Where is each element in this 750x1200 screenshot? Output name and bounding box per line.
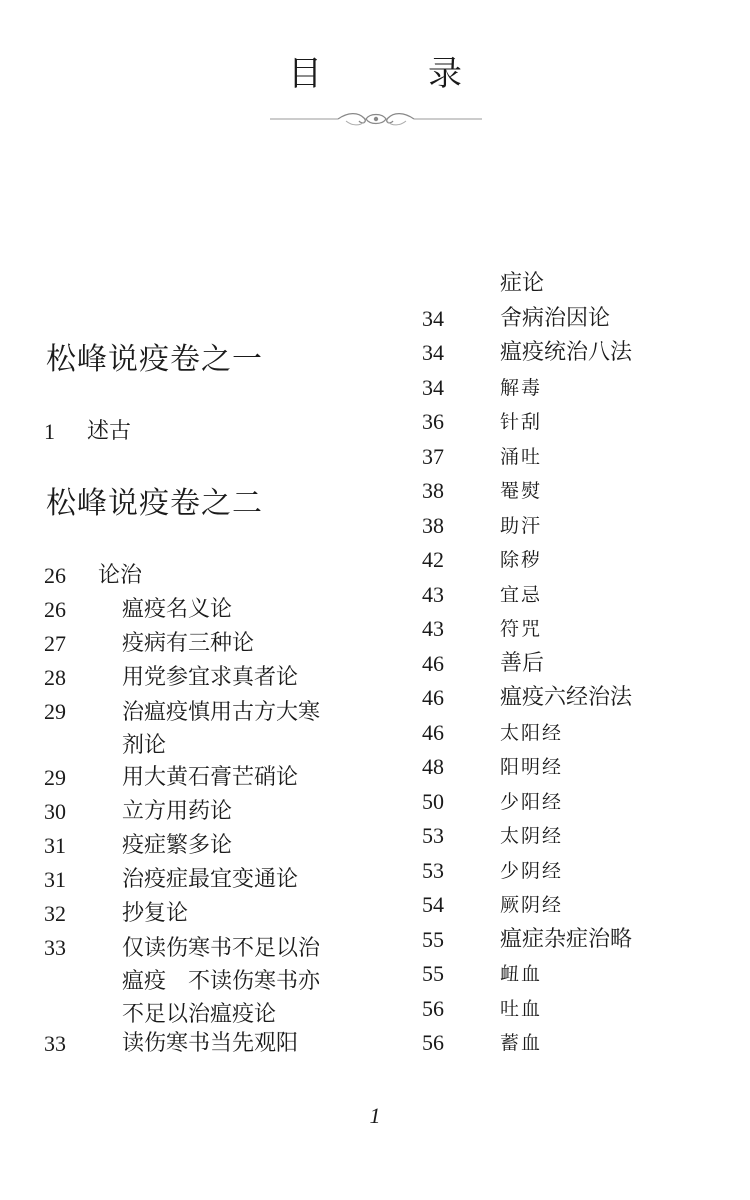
toc-entry[interactable]: 治瘟疫慎用古方大寒剂论 bbox=[122, 700, 321, 758]
toc-entry[interactable]: 用大黄石膏芒硝论 bbox=[122, 765, 299, 790]
toc-entry[interactable]: 瘟疫六经治法 bbox=[500, 685, 633, 710]
toc-page-number: 48 bbox=[422, 754, 444, 779]
toc-entry[interactable]: 善后 bbox=[500, 651, 545, 676]
toc-entry[interactable]: 少阳经 bbox=[500, 791, 564, 813]
toc-page-number: 27 bbox=[44, 631, 66, 656]
toc-entry[interactable]: 罨熨 bbox=[500, 480, 543, 502]
toc-entry[interactable]: 阳明经 bbox=[500, 756, 564, 778]
toc-page-number: 46 bbox=[422, 720, 444, 745]
toc-entry[interactable]: 立方用药论 bbox=[122, 799, 233, 824]
toc-entry[interactable]: 太阴经 bbox=[500, 825, 564, 847]
toc-entry[interactable]: 除秽 bbox=[500, 549, 543, 571]
toc-entry[interactable]: 符咒 bbox=[500, 618, 543, 640]
toc-page-number: 1 bbox=[44, 419, 55, 444]
toc-page-number: 56 bbox=[422, 996, 444, 1021]
toc-page-number: 31 bbox=[44, 867, 66, 892]
toc-page-number: 43 bbox=[422, 582, 444, 607]
toc-entry[interactable]: 涌吐 bbox=[500, 446, 543, 468]
title-ornament-divider bbox=[270, 108, 482, 130]
toc-entry[interactable]: 治疫症最宜变通论 bbox=[122, 867, 299, 892]
toc-page-number: 36 bbox=[422, 409, 444, 434]
toc-page-number: 26 bbox=[44, 563, 66, 588]
toc-page-number: 50 bbox=[422, 789, 444, 814]
toc-page-number: 34 bbox=[422, 375, 444, 400]
toc-entry[interactable]: 解毒 bbox=[500, 377, 543, 399]
toc-page-number: 42 bbox=[422, 547, 444, 572]
page-number: 1 bbox=[369, 1103, 381, 1128]
toc-page-number: 37 bbox=[422, 444, 444, 469]
toc-entry[interactable]: 助汗 bbox=[500, 515, 543, 537]
toc-page-number: 34 bbox=[422, 306, 444, 331]
toc-entry[interactable]: 瘟症杂症治略 bbox=[500, 927, 633, 952]
toc-entry[interactable]: 宜忌 bbox=[500, 584, 543, 606]
toc-page-number: 29 bbox=[44, 699, 66, 724]
toc-entry[interactable]: 衄血 bbox=[500, 963, 543, 985]
toc-entry[interactable]: 舍病治因论 bbox=[500, 306, 611, 331]
toc-page-number: 53 bbox=[422, 823, 444, 848]
toc-page-number: 54 bbox=[422, 892, 444, 917]
toc-entry[interactable]: 少阴经 bbox=[500, 860, 564, 882]
toc-page-number: 53 bbox=[422, 858, 444, 883]
toc-entry[interactable]: 疫病有三种论 bbox=[122, 631, 255, 656]
toc-entry[interactable]: 吐血 bbox=[500, 998, 543, 1020]
toc-page-number: 31 bbox=[44, 833, 66, 858]
page-title: 目 录 bbox=[288, 54, 498, 94]
toc-entry[interactable]: 抄复论 bbox=[122, 901, 189, 926]
toc-page-number: 26 bbox=[44, 597, 66, 622]
toc-page-number: 46 bbox=[422, 651, 444, 676]
toc-entry[interactable]: 疫症繁多论 bbox=[122, 833, 233, 858]
toc-page-number: 56 bbox=[422, 1030, 444, 1055]
toc-page-number: 34 bbox=[422, 340, 444, 365]
toc-page-number: 30 bbox=[44, 799, 66, 824]
toc-entry[interactable]: 述古 bbox=[87, 419, 132, 444]
toc-page-number: 29 bbox=[44, 765, 66, 790]
toc-entry[interactable]: 蓄血 bbox=[500, 1032, 543, 1054]
toc-entry[interactable]: 仅读伤寒书不足以治瘟疫 不读伤寒书亦不足以治瘟疫论 bbox=[122, 936, 321, 1027]
toc-page-number: 55 bbox=[422, 927, 444, 952]
toc-entry[interactable]: 瘟疫统治八法 bbox=[500, 340, 633, 365]
toc-page-number: 46 bbox=[422, 685, 444, 710]
toc-entry[interactable]: 瘟疫名义论 bbox=[122, 597, 233, 622]
toc-page-number: 55 bbox=[422, 961, 444, 986]
toc-page-number: 43 bbox=[422, 616, 444, 641]
toc-page-number: 32 bbox=[44, 901, 66, 926]
toc-page-number: 38 bbox=[422, 478, 444, 503]
toc-entry[interactable]: 针刮 bbox=[500, 411, 543, 433]
toc-page-number: 28 bbox=[44, 665, 66, 690]
toc-page-number: 33 bbox=[44, 1031, 66, 1056]
volume-heading-1: 松峰说疫卷之一 bbox=[46, 342, 263, 377]
volume-heading-2: 松峰说疫卷之二 bbox=[46, 486, 263, 521]
toc-entry[interactable]: 厥阴经 bbox=[500, 894, 564, 916]
toc-page-number: 38 bbox=[422, 513, 444, 538]
toc-entry-continuation[interactable]: 症论 bbox=[500, 271, 545, 296]
toc-entry[interactable]: 读伤寒书当先观阳 bbox=[122, 1031, 299, 1056]
toc-entry[interactable]: 用党参宜求真者论 bbox=[122, 665, 299, 690]
toc-page-number: 33 bbox=[44, 935, 66, 960]
toc-entry[interactable]: 太阳经 bbox=[500, 722, 564, 744]
toc-entry[interactable]: 论治 bbox=[98, 563, 143, 588]
